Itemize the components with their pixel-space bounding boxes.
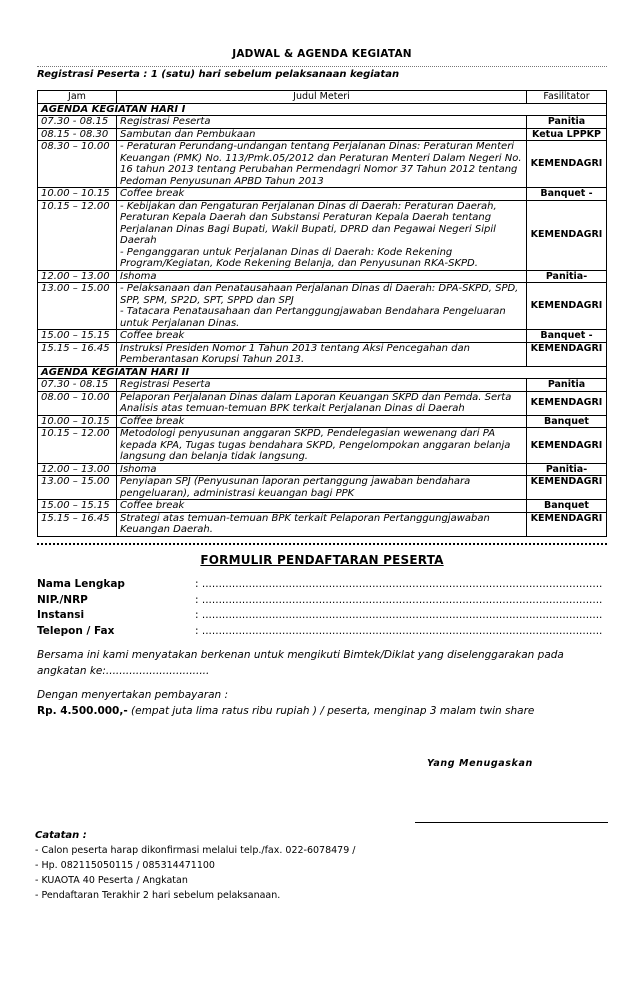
form-field-blank[interactable]: : ........................................................................................................................ bbox=[195, 624, 603, 637]
header-jam: Jam bbox=[38, 91, 117, 104]
signature-line bbox=[415, 822, 608, 823]
section-title: AGENDA KEGIATAN HARI I bbox=[38, 103, 607, 116]
topic-cell bbox=[117, 141, 527, 188]
table-row bbox=[38, 128, 607, 141]
facilitator-cell: Banquet - bbox=[527, 188, 607, 201]
topic-text: Coffee break bbox=[120, 188, 185, 199]
payment-intro: Dengan menyertakan pembayaran : bbox=[37, 688, 229, 701]
topic-cell bbox=[117, 270, 527, 283]
facilitator-cell: Ketua LPPKP bbox=[527, 128, 607, 141]
table-row bbox=[38, 391, 607, 415]
payment-line bbox=[37, 703, 607, 719]
facilitator-cell: Banquet bbox=[527, 500, 607, 513]
topic-cell bbox=[117, 428, 527, 464]
topic-cell bbox=[117, 200, 527, 270]
table-row bbox=[38, 428, 607, 464]
page-title: JADWAL & AGENDA KEGIATAN bbox=[232, 48, 412, 60]
facilitator-cell: KEMENDAGRI bbox=[527, 200, 607, 270]
form-field-row bbox=[37, 623, 607, 639]
table-row bbox=[38, 342, 607, 366]
topic-text: Sambutan dan Pembukaan bbox=[120, 128, 256, 140]
table-row bbox=[38, 283, 607, 330]
time-cell: 10.15 – 12.00 bbox=[38, 200, 117, 270]
note-item: - KUAOTA 40 Peserta / Angkatan bbox=[35, 875, 188, 886]
time-cell: 13.00 – 15.00 bbox=[38, 476, 117, 500]
table-row bbox=[38, 500, 607, 513]
facilitator-cell: KEMENDAGRI bbox=[527, 342, 607, 366]
facilitator-cell: KEMENDAGRI bbox=[527, 283, 607, 330]
time-cell: 15.15 – 16.45 bbox=[38, 342, 117, 366]
topic-text: Pelaporan Perjalanan Dinas dalam Laporan Keuangan SKPD dan Pemda. Serta Analisis atas temuan-temuan BPK terkait Perjalanan Dinas di Daerah bbox=[120, 391, 512, 414]
form-field-label: Telepon / Fax bbox=[37, 624, 115, 637]
time-cell: 08.30 – 10.00 bbox=[38, 141, 117, 188]
header-fasilitator: Fasilitator bbox=[527, 91, 607, 104]
form-field-label: Instansi bbox=[37, 609, 85, 622]
header-judul: Judul Meteri bbox=[117, 91, 527, 104]
facilitator-cell: Banquet - bbox=[527, 330, 607, 343]
table-row bbox=[38, 141, 607, 188]
form-field-blank[interactable]: : ........................................................................................................................ bbox=[195, 593, 603, 606]
note-item: - Calon peserta harap dikonfirmasi melalui telp./fax. 022-6078479 / bbox=[35, 845, 356, 856]
facilitator-cell: Panitia- bbox=[527, 463, 607, 476]
table-row bbox=[38, 116, 607, 129]
facilitator-cell: Panitia bbox=[527, 379, 607, 392]
section-divider bbox=[37, 543, 607, 545]
form-field-row bbox=[37, 608, 607, 624]
table-row bbox=[38, 379, 607, 392]
schedule-table bbox=[37, 90, 607, 537]
topic-cell bbox=[117, 330, 527, 343]
facilitator-cell: Banquet bbox=[527, 415, 607, 428]
payment-block bbox=[37, 687, 607, 719]
facilitator-cell: KEMENDAGRI bbox=[527, 476, 607, 500]
title-divider bbox=[37, 66, 607, 67]
section-title: AGENDA KEGIATAN HARI II bbox=[38, 366, 607, 379]
topic-text: - Pelaksanaan dan Penatausahaan Perjalanan Dinas di Daerah: DPA-SKPD, SPD, SPP, SPM, SP2D, SPT, SPPD dan SPJ bbox=[120, 283, 519, 306]
topic-cell bbox=[117, 188, 527, 201]
table-header-row bbox=[38, 91, 607, 104]
time-cell: 10.00 – 10.15 bbox=[38, 415, 117, 428]
time-cell: 07.30 - 08.15 bbox=[38, 116, 117, 129]
table-row bbox=[38, 415, 607, 428]
topic-text: - Kebijakan dan Pengaturan Perjalanan Dinas di Daerah: Peraturan Daerah, Peraturan Kepala Daerah dan Substansi Peraturan Kepala Daerah tentang Perjalanan Dinas Bagi Bupati, Wakil Bupati, DPRD dan Pegawai Negeri Sipil Daerah bbox=[120, 200, 497, 246]
table-row bbox=[38, 476, 607, 500]
day-two-heading bbox=[38, 366, 607, 379]
topic-text: - Penganggaran untuk Perjalanan Dinas di Daerah: Kode Rekening Program/Kegiatan, Kode Rekening Belanja, dan Penyusunan RKA-SKPD. bbox=[120, 246, 478, 269]
form-field-label: NIP./NRP bbox=[37, 593, 88, 606]
topic-cell bbox=[117, 512, 527, 536]
time-cell: 10.15 – 12.00 bbox=[38, 428, 117, 464]
topic-text: Instruksi Presiden Nomor 1 Tahun 2013 tentang Aksi Pencegahan dan Pemberantasan Korupsi Tahun 2013. bbox=[120, 342, 470, 365]
form-field-blank[interactable]: : ........................................................................................................................ bbox=[195, 609, 603, 622]
topic-text: Ishoma bbox=[120, 463, 157, 475]
topic-text: Metodologi penyusunan anggaran SKPD, Pendelegasian wewenang dari PA kepada KPA, Tugas tugas bendahara SKPD, Pengelompokan anggaran belanja langsung dan belanja tidak langsung. bbox=[120, 428, 511, 462]
time-cell: 08.15 - 08.30 bbox=[38, 128, 117, 141]
topic-text: Coffee break bbox=[120, 500, 185, 511]
time-cell: 07.30 - 08.15 bbox=[38, 379, 117, 392]
topic-cell bbox=[117, 283, 527, 330]
form-field-label: Nama Lengkap bbox=[37, 578, 125, 591]
payment-amount: Rp. 4.500.000,- bbox=[37, 704, 128, 717]
time-cell: 13.00 – 15.00 bbox=[38, 283, 117, 330]
topic-text: Ishoma bbox=[120, 270, 157, 282]
facilitator-cell: KEMENDAGRI bbox=[527, 428, 607, 464]
table-row bbox=[38, 270, 607, 283]
facilitator-cell: KEMENDAGRI bbox=[527, 391, 607, 415]
table-row bbox=[38, 330, 607, 343]
notes-title: Catatan : bbox=[35, 830, 87, 841]
facilitator-cell: KEMENDAGRI bbox=[527, 141, 607, 188]
table-row bbox=[38, 512, 607, 536]
signer-label: Yang Menugaskan bbox=[427, 758, 533, 769]
topic-text: Penyiapan SPJ (Penyusunan laporan pertanggung jawaban bendahara pengeluaran), administrasi keuangan bagi PPK bbox=[120, 476, 471, 499]
topic-text: - Tatacara Penatausahaan dan Pertanggungjawaban Bendahara Pengeluaran untuk Perjalanan Dinas. bbox=[120, 306, 506, 329]
time-cell: 15.00 – 15.15 bbox=[38, 330, 117, 343]
time-cell: 12.00 – 13.00 bbox=[38, 463, 117, 476]
topic-cell bbox=[117, 128, 527, 141]
statement-text: Bersama ini kami menyatakan berkenan untuk mengikuti Bimtek/Diklat yang diselenggarakan pada angkatan ke:............................... bbox=[37, 648, 564, 677]
table-row bbox=[38, 200, 607, 270]
time-cell: 15.00 – 15.15 bbox=[38, 500, 117, 513]
time-cell: 15.15 – 16.45 bbox=[38, 512, 117, 536]
topic-cell bbox=[117, 342, 527, 366]
form-field-blank[interactable]: : ........................................................................................................................ bbox=[195, 578, 603, 591]
table-row bbox=[38, 188, 607, 201]
day-one-heading bbox=[38, 103, 607, 116]
form-field-row bbox=[37, 577, 607, 593]
table-row bbox=[38, 463, 607, 476]
note-item: - Pendaftaran Terakhir 2 hari sebelum pelaksanaan. bbox=[35, 890, 281, 901]
topic-cell bbox=[117, 463, 527, 476]
topic-cell bbox=[117, 415, 527, 428]
topic-cell bbox=[117, 476, 527, 500]
topic-cell bbox=[117, 379, 527, 392]
topic-text: Coffee break bbox=[120, 330, 185, 341]
time-cell: 08.00 – 10.00 bbox=[38, 391, 117, 415]
note-item: - Hp. 082115050115 / 085314471100 bbox=[35, 860, 215, 871]
topic-cell bbox=[117, 500, 527, 513]
form-title: FORMULIR PENDAFTARAN PESERTA bbox=[200, 552, 444, 567]
notes-block bbox=[35, 828, 356, 903]
document-page bbox=[37, 48, 607, 719]
topic-cell bbox=[117, 116, 527, 129]
notes-list bbox=[35, 843, 356, 903]
facilitator-cell: KEMENDAGRI bbox=[527, 512, 607, 536]
topic-text: Coffee break bbox=[120, 415, 185, 427]
topic-cell bbox=[117, 391, 527, 415]
registration-form bbox=[37, 577, 607, 639]
topic-text: Strategi atas temuan-temuan BPK terkait Pelaporan Pertanggungjawaban Keuangan Daerah. bbox=[120, 512, 490, 535]
topic-text: - Peraturan Perundang-undangan tentang Perjalanan Dinas: Peraturan Menteri Keuangan (PMK) No. 113/Pmk.05/2012 dan Peraturan Menteri Dalam Negeri No. 16 tahun 2013 tentang Perubahan Permendagri Nomor 37 Tahun 2012 tentang Pedoman Penyusunan APBD Tahun 2013 bbox=[120, 141, 522, 187]
form-field-row bbox=[37, 592, 607, 608]
registration-note: Registrasi Peserta : 1 (satu) hari sebelum pelaksanaan kegiatan bbox=[37, 69, 400, 80]
time-cell: 10.00 – 10.15 bbox=[38, 188, 117, 201]
time-cell: 12.00 – 13.00 bbox=[38, 270, 117, 283]
topic-text: Registrasi Peserta bbox=[120, 379, 211, 390]
topic-text: Registrasi Peserta bbox=[120, 116, 211, 127]
facilitator-cell: Panitia bbox=[527, 116, 607, 129]
payment-description: (empat juta lima ratus ribu rupiah ) / peserta, menginap 3 malam twin share bbox=[127, 704, 535, 717]
facilitator-cell: Panitia- bbox=[527, 270, 607, 283]
